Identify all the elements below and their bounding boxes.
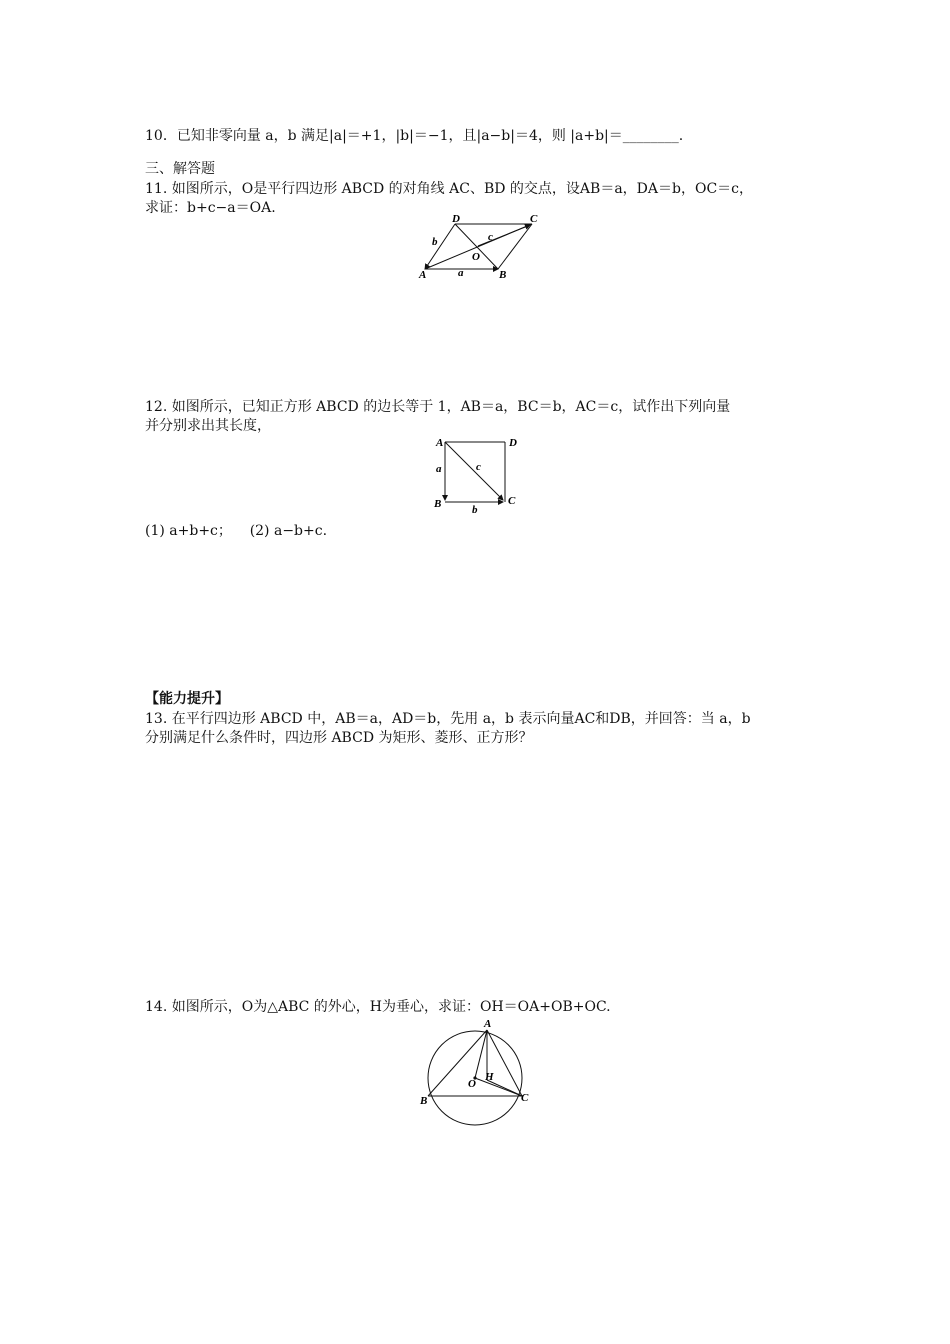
point-label-o: O — [472, 251, 480, 263]
point-label-a: A — [436, 437, 444, 449]
section-heading-ability: 【能力提升】 — [145, 691, 229, 707]
question-14: 14. 如图所示，O为△ABC 的外心，H为垂心，求证：OH＝OA+OB+OC. — [145, 999, 611, 1015]
point-label-b: B — [434, 498, 442, 510]
figure-circumcircle — [415, 1016, 540, 1131]
vector-label-b: b — [432, 236, 438, 248]
question-10: 10．已知非零向量 a，b 满足|a|＝+1，|b|＝−1，且|a−b|＝4，则 |a+b|＝________. — [145, 128, 684, 144]
point-label-d: D — [452, 213, 460, 225]
point-label-o: O — [468, 1078, 476, 1090]
point-label-a: A — [484, 1018, 492, 1030]
vector-label-c: c — [476, 461, 481, 473]
figure-square — [430, 434, 530, 514]
question-11-line2: 求证：b+c−a＝OA. — [145, 200, 276, 216]
question-12-line1: 12. 如图所示，已知正方形 ABCD 的边长等于 1，AB＝a，BC＝b，AC＝c，试作出下列向量 — [145, 399, 731, 415]
point-label-c: C — [508, 495, 516, 507]
point-label-a: A — [419, 269, 427, 281]
question-13-line1: 13. 在平行四边形 ABCD 中，AB＝a，AD＝b，先用 a，b 表示向量AC和DB，并回答：当 a，b — [145, 711, 751, 727]
figure-parallelogram — [410, 212, 550, 282]
question-12-line2: 并分别求出其长度， — [145, 418, 271, 434]
vector-label-c: c — [488, 231, 493, 243]
point-label-c: C — [521, 1092, 529, 1104]
question-13-line2: 分别满足什么条件时，四边形 ABCD 为矩形、菱形、正方形？ — [145, 730, 533, 746]
point-label-c: C — [530, 213, 538, 225]
section-heading-answers: 三、解答题 — [145, 161, 215, 177]
vector-label-b: b — [472, 504, 478, 516]
point-label-h: H — [485, 1071, 494, 1083]
point-label-b: B — [420, 1095, 428, 1107]
vector-label-a: a — [458, 267, 464, 279]
vector-label-a: a — [436, 463, 442, 475]
point-label-b: B — [499, 269, 507, 281]
point-label-d: D — [509, 437, 517, 449]
question-12-line3: (1) a+b+c； (2) a−b+c. — [145, 523, 328, 539]
question-11-line1: 11. 如图所示，O是平行四边形 ABCD 的对角线 AC、BD 的交点，设AB＝a，DA＝b，OC＝c， — [145, 181, 753, 197]
